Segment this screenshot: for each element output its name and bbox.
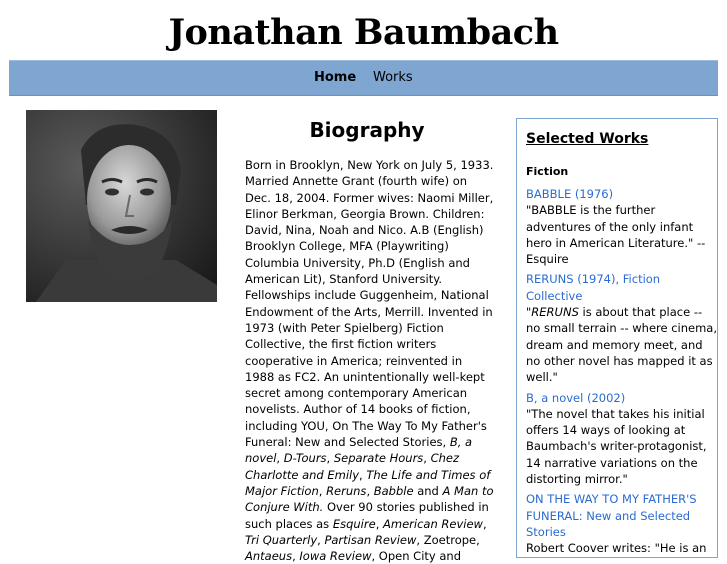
bio-title: American Review bbox=[383, 516, 483, 531]
bio-title: Separate Hours bbox=[333, 451, 424, 466]
quote-mark: " bbox=[526, 305, 532, 320]
bio-title: D-Tours bbox=[283, 451, 327, 466]
bio-part: , bbox=[375, 516, 383, 531]
bio-part: , bbox=[318, 483, 327, 498]
work-link-b-a-novel[interactable]: B, a novel (2002) bbox=[526, 390, 626, 405]
work-quote: Robert Coover writes: "He is an bbox=[526, 541, 707, 556]
work-quote bbox=[526, 304, 717, 385]
bio-part: , Open City and bbox=[371, 549, 461, 564]
bio-title: Partisan Review bbox=[324, 532, 417, 547]
bio-part: Over 90 stories published in such places as bbox=[245, 500, 489, 531]
bio-title: B, a novel bbox=[245, 435, 473, 466]
work-quote: "BABBLE is the further adventures of the only infant hero in American Literature." --Esquire bbox=[526, 203, 706, 267]
work-link-babble[interactable]: BABBLE (1976) bbox=[526, 187, 614, 201]
work-item-reruns bbox=[526, 271, 717, 385]
author-portrait-icon bbox=[26, 110, 217, 302]
bio-part: , bbox=[326, 451, 334, 466]
bio-title: Tri Quarterly bbox=[245, 532, 318, 547]
work-item-fathers-funeral bbox=[526, 491, 717, 556]
work-item-babble bbox=[526, 186, 717, 267]
quote-body: is about that place -- no small terrain -- where cinema, dream and memory meet, and no other novel has mapped it as well." bbox=[526, 305, 718, 385]
quote-title: RERUNS bbox=[531, 305, 579, 320]
bio-part: , Zoetrope, bbox=[416, 532, 480, 547]
bio-part: , bbox=[276, 451, 284, 466]
site-title: Jonathan Baumbach bbox=[168, 12, 559, 53]
work-item-b-a-novel bbox=[526, 390, 717, 488]
bio-title: Reruns bbox=[326, 483, 367, 498]
selected-works-heading[interactable]: Selected Works bbox=[526, 131, 649, 147]
bio-title: Iowa Review bbox=[299, 549, 372, 564]
nav-home-link[interactable]: Home bbox=[314, 70, 357, 85]
bio-part: , bbox=[366, 483, 374, 498]
bio-title: Chez Charlotte and Emily bbox=[245, 451, 460, 482]
bio-part: , bbox=[423, 451, 431, 466]
author-portrait bbox=[26, 110, 217, 302]
bio-part: , bbox=[359, 467, 367, 482]
work-link-reruns[interactable]: RERUNS (1974), Fiction Collective bbox=[526, 272, 661, 303]
bio-title: The Life and Times of Major Fiction bbox=[245, 467, 491, 498]
works-category-fiction: Fiction bbox=[526, 165, 569, 178]
bio-part: Born in Brooklyn, New York on July 5, 1933. Married Annette Grant (fourth wife) on Dec. 18, 2004. Former wives: Naomi Miller, Elinor Berkman, Georgia Brown. Children: David, Nina, Noah and Nico. A.B (English) Brooklyn College, MFA (Playwriting) Columbia University, Ph.D (English and American Lit), Stanford University. Fellowships include Guggenheim, National Endowment of the Arts, Merrill. Invented in 1973 (with Peter Spielberg) Fiction Collective, the first fiction writers cooperative in America; reinvented in 1988 as FC2. An unintentionally well-kept secret among contemporary American novelists. Author of 14 books of fiction, including YOU, On The Way To My Father's Funeral: New and Selected Stories, bbox=[245, 158, 494, 450]
bio-title: Babble bbox=[373, 483, 414, 498]
bio-part: , bbox=[317, 532, 325, 547]
biography-heading: Biography bbox=[309, 118, 425, 142]
biography-text bbox=[245, 157, 495, 564]
bio-part: , bbox=[482, 516, 487, 531]
bio-part: and bbox=[413, 483, 443, 498]
main-navigation bbox=[9, 60, 718, 96]
bio-part: , bbox=[292, 549, 300, 564]
bio-title: Esquire bbox=[332, 516, 376, 531]
work-link-fathers-funeral[interactable]: ON THE WAY TO MY FATHER'S FUNERAL: New and Selected Stories bbox=[526, 492, 697, 539]
selected-works-panel bbox=[516, 118, 718, 558]
bio-title: A Man to Conjure With. bbox=[245, 483, 494, 515]
work-quote: "The novel that takes his initial offers 14 ways of looking at Baumbach's writer-protagonist, 14 narrative variations on the distorting mirror." bbox=[526, 406, 707, 487]
bio-title: Antaeus bbox=[245, 549, 293, 564]
nav-works-link[interactable]: Works bbox=[373, 70, 413, 85]
